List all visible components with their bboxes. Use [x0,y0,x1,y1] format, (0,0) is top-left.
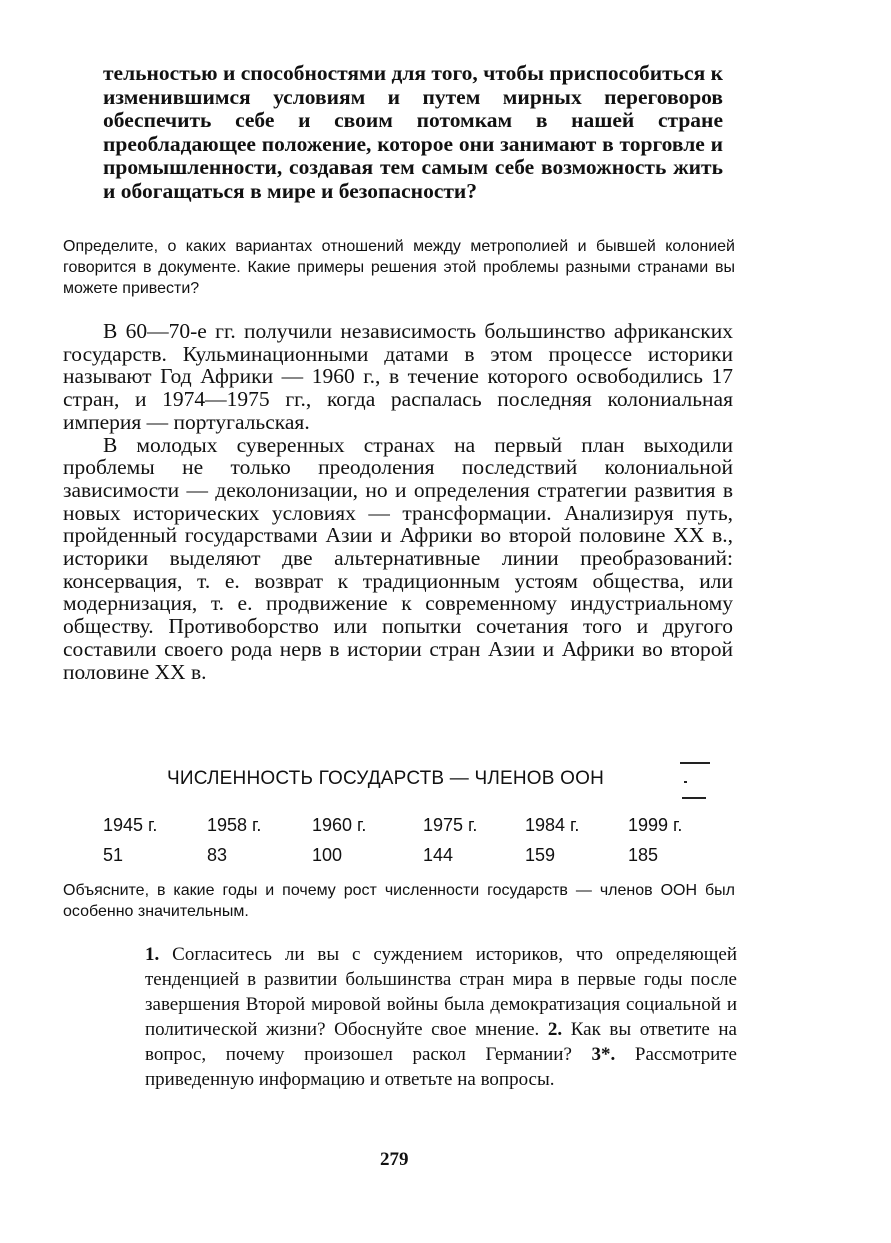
document-quote: тельностью и способностями для того, чтобы приспособиться к изменившимся условиям и путем мирных переговоров обеспечить себе и своим потомкам в нашей стране преобладающее положение, которое они занимают в торговле и промышленности, создавая тем самым себе возможность жить и обогащаться в мире и безопасности? [103,61,723,203]
table-year: 1999 г. [628,815,683,835]
question-text-3: Рассмотрите приведенную информацию и ответьте на вопросы. [145,1044,737,1090]
table-year: 1958 г. [207,815,262,835]
question-text-2: Как вы ответите на вопрос, почему произошел раскол Германии? [145,1019,737,1065]
table-count: 100 [312,845,343,865]
main-text [63,320,733,683]
table-count: 159 [525,845,556,865]
task-text-1: Определите, о каких вариантах отношений между метрополией и бывшей колонией говорится в документе. Какие примеры решения этой проблемы разными странами вы можете привести? [63,238,735,297]
table-year: 1960 г. [312,815,367,835]
margin-mark [682,797,706,799]
table-count: 144 [423,845,454,865]
margin-mark [680,762,710,764]
question-number-3: 3*. [591,1044,616,1065]
paragraph-2: В молодых суверенных странах на первый план выходили проблемы не только преодоления последствий колониальной зависимости — деколонизации, но и определения стратегии развития в новых исторических условиях — трансформации. Анализируя путь, пройденный государствами Азии и Африки во второй половине XX в., историки выделяют две альтернативные линии преобразований: консервация, т. е. возврат к традиционным устоям общества, или модернизация, т. е. продвижение к современному индустриальному обществу. Противоборство или попытки сочетания того и другого составили своего рода нерв в истории стран Азии и Африки во второй половине XX в. [63,432,733,684]
table-year: 1984 г. [525,815,580,835]
table-count: 51 [103,845,124,865]
question-number-1: 1. [145,944,160,965]
margin-mark [684,781,687,783]
question-number-2: 2. [547,1019,563,1040]
table-year: 1945 г. [103,815,158,835]
table-count: 185 [628,845,659,865]
paragraph-1: В 60—70-е гг. получили независимость большинство африканских государств. Кульминационными датами в этом процессе историки называют Год Африки — 1960 г., в течение которого освободились 17 стран, и 1974—1975 гг., когда распалась последняя колониальная империя — португальская. [63,319,733,434]
table-year: 1975 г. [423,815,478,835]
table-title: ЧИСЛЕННОСТЬ ГОСУДАРСТВ — ЧЛЕНОВ ООН [167,768,604,789]
task-text-2: Объясните, в какие годы и почему рост численности государств — членов ООН был особенно значительным. [63,882,735,920]
review-questions [145,942,737,1092]
page-number: 279 [380,1149,409,1170]
question-text-1: Согласитесь ли вы с суждением историков, что определяющей тенденцией в развитии большинства стран мира в первые годы после завершения Второй мировой войны была демократизация социальной и политической жизни? Обоснуйте свое мнение. [145,944,737,1040]
table-count: 83 [207,845,228,865]
